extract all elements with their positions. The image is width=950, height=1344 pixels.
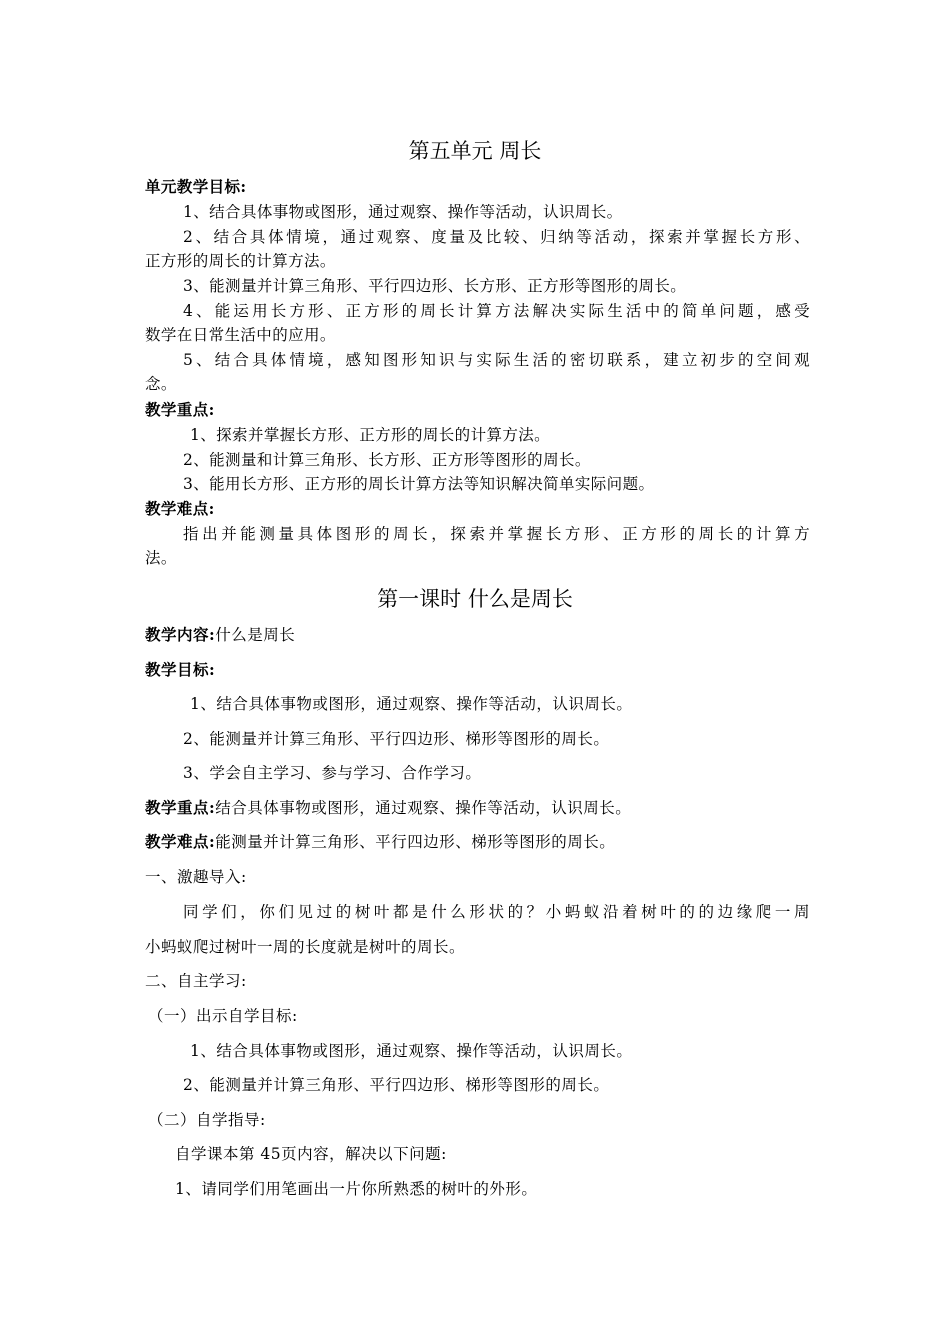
lesson-key-label: 教学重点: <box>145 798 216 817</box>
sub-1-heading: （一）出示自学目标: <box>148 1007 298 1025</box>
unit-key-1: 1、探索并掌握长方形、正方形的周长的计算方法。 <box>190 426 551 444</box>
lesson-goal-3: 3、学会自主学习、参与学习、合作学习。 <box>183 764 482 782</box>
lesson-title: 第一课时 什么是周长 <box>377 587 573 611</box>
lesson-difficulty <box>145 831 810 853</box>
unit-key-3: 3、能用长方形、正方形的周长计算方法等知识解决简单实际问题。 <box>183 475 655 493</box>
unit-goal-4: 4、能运用长方形、正方形的周长计算方法解决实际生活中的简单问题，感受 <box>183 302 810 320</box>
lesson-difficulty-label: 教学难点: <box>145 832 216 851</box>
sub-1-item-2: 2、能测量并计算三角形、平行四边形、梯形等图形的周长。 <box>183 1076 610 1094</box>
lesson-content-value: 什么是周长 <box>215 626 296 644</box>
section-1-heading: 一、激趣导入: <box>145 868 247 886</box>
unit-difficulty-cont: 法。 <box>145 549 177 567</box>
sub-2-item-1: 1、请同学们用笔画出一片你所熟悉的树叶的外形。 <box>175 1180 538 1198</box>
unit-key-label: 教学重点: <box>145 400 215 419</box>
lesson-difficulty-value: 能测量并计算三角形、平行四边形、梯形等图形的周长。 <box>215 833 616 851</box>
unit-goal-5: 5、结合具体情境，感知图形知识与实际生活的密切联系，建立初步的空间观 <box>183 351 810 369</box>
unit-difficulty-1: 指出并能测量具体图形的周长，探索并掌握长方形、正方形的周长的计算方 <box>183 525 810 543</box>
unit-goal-4-cont: 数学在日常生活中的应用。 <box>145 326 336 344</box>
unit-key-2: 2、能测量和计算三角形、长方形、正方形等图形的周长。 <box>183 451 591 469</box>
unit-goal-2-cont: 正方形的周长的计算方法。 <box>145 252 336 270</box>
section-2-heading: 二、自主学习: <box>145 972 247 990</box>
lesson-key-value: 结合具体事物或图形，通过观察、操作等活动，认识周长。 <box>215 799 632 817</box>
sub-2-heading: （二）自学指导: <box>148 1111 266 1129</box>
unit-goal-1: 1、结合具体事物或图形，通过观察、操作等活动，认识周长。 <box>183 203 623 221</box>
lesson-goal-1: 1、结合具体事物或图形，通过观察、操作等活动，认识周长。 <box>190 695 633 713</box>
unit-goal-2: 2、结合具体情境，通过观察、度量及比较、归纳等活动，探索并掌握长方形、 <box>183 228 810 246</box>
unit-goal-3: 3、能测量并计算三角形、平行四边形、长方形、正方形等图形的周长。 <box>183 277 687 295</box>
unit-goals-label: 单元教学目标: <box>145 177 247 196</box>
lesson-content <box>145 624 810 646</box>
lesson-content-label: 教学内容: <box>145 625 216 644</box>
lesson-goals-label: 教学目标: <box>145 660 216 679</box>
section-1-text-1: 同学们，你们见过的树叶都是什么形状的？小蚂蚁沿着树叶的的边缘爬一周 <box>183 903 810 921</box>
sub-2-intro: 自学课本第 45页内容，解决以下问题: <box>175 1145 447 1163</box>
sub-1-item-1: 1、结合具体事物或图形，通过观察、操作等活动，认识周长。 <box>190 1042 633 1060</box>
unit-title: 第五单元 周长 <box>408 139 542 163</box>
lesson-key <box>145 797 810 819</box>
unit-difficulty-label: 教学难点: <box>145 499 215 518</box>
lesson-goal-2: 2、能测量并计算三角形、平行四边形、梯形等图形的周长。 <box>183 730 610 748</box>
section-1-text-2: 小蚂蚁爬过树叶一周的长度就是树叶的周长。 <box>145 938 466 956</box>
unit-goal-5-cont: 念。 <box>145 375 177 393</box>
